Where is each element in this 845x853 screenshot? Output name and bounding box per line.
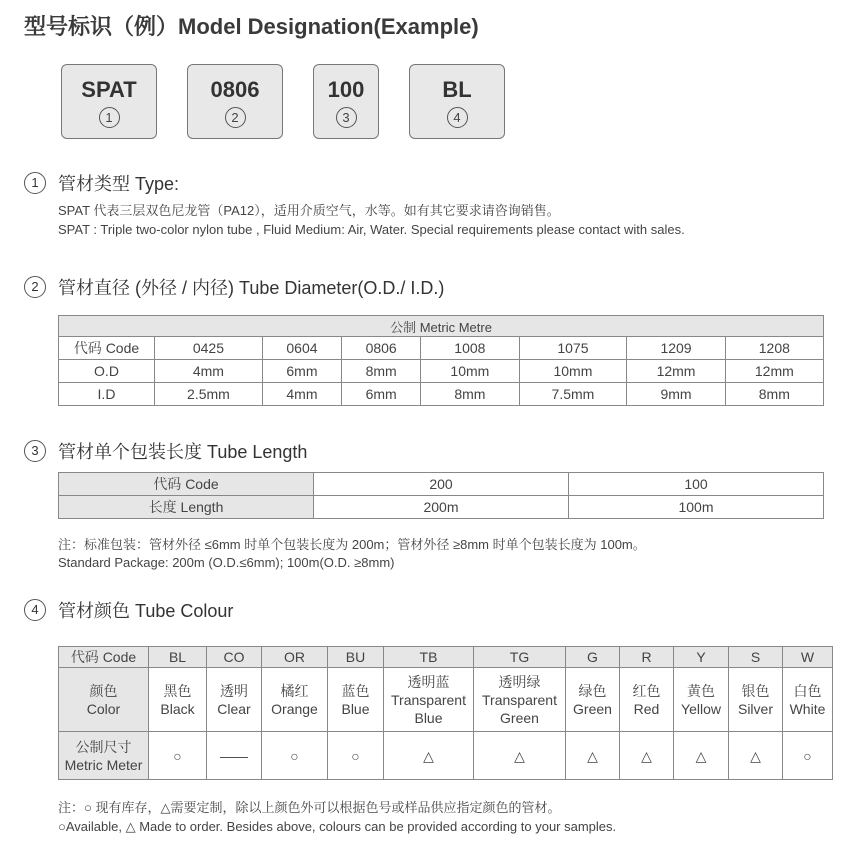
colour-en: Clear	[217, 700, 251, 717]
colour-name-label	[59, 668, 149, 732]
diameter-cell: 9mm	[627, 383, 725, 406]
length-row-label: 代码 Code	[59, 473, 314, 496]
length-section-heading	[24, 438, 307, 464]
code-number-badge: 2	[225, 107, 246, 128]
code-text: 100	[327, 77, 365, 102]
diameter-row-label: O.D	[59, 360, 155, 383]
colour-cn: 红色	[632, 682, 661, 699]
size-label	[59, 732, 149, 780]
diameter-cell: 6mm	[342, 383, 421, 406]
diameter-section-heading	[24, 274, 444, 300]
colour-en: Yellow	[681, 700, 721, 717]
colour-code-cell: S	[729, 647, 783, 668]
colour-code-label: 代码 Code	[59, 647, 149, 668]
colour-code-cell: Y	[674, 647, 729, 668]
page-title: 型号标识（例）Model Designation(Example)	[24, 14, 479, 39]
colour-name-cell	[328, 668, 384, 732]
availability-mark: △	[729, 732, 783, 780]
availability-mark: ○	[262, 732, 328, 780]
colour-en: Green	[573, 700, 612, 717]
code-text: SPAT	[81, 77, 137, 102]
code-text: 0806	[210, 77, 260, 102]
colour-note-cn: 注：○ 现有库存，△需要定制，除以上颜色外可以根据色号或样品供应指定颜色的管材。	[58, 800, 561, 815]
colour-name-cell	[783, 668, 833, 732]
diameter-row-label: I.D	[59, 383, 155, 406]
diameter-cell: 12mm	[725, 360, 823, 383]
length-heading-text: 管材单个包装长度 Tube Length	[58, 442, 308, 462]
code-box-length	[313, 64, 379, 139]
length-row-label: 长度 Length	[59, 496, 314, 519]
diameter-table	[58, 315, 824, 406]
type-section-heading	[24, 170, 179, 196]
colour-en: Black	[160, 700, 195, 717]
colour-label-en: Color	[86, 700, 121, 717]
section-number-badge: 3	[24, 440, 46, 462]
colour-code-cell: TB	[384, 647, 474, 668]
length-note-cn: 注：标准包装：管材外径 ≤6mm 时单个包装长度为 200m；管材外径 ≥8mm 时单个包装长度为 100m。	[58, 537, 646, 552]
code-box-diameter	[187, 64, 283, 139]
length-table	[58, 472, 824, 519]
code-text: BL	[442, 77, 472, 102]
colour-code-cell: W	[783, 647, 833, 668]
diameter-cell: 7.5mm	[519, 383, 627, 406]
colour-cn: 透明	[220, 682, 248, 699]
colour-name-cell	[474, 668, 566, 732]
colour-en: Transparent	[391, 691, 466, 708]
colour-cn: 黄色	[687, 682, 715, 699]
colour-cn: 银色	[741, 682, 770, 699]
availability-mark: ——	[207, 732, 262, 780]
colour-cn: 白色	[793, 682, 822, 699]
length-cell: 200m	[314, 496, 569, 519]
diameter-cell: 0604	[262, 337, 341, 360]
colour-code-cell: CO	[207, 647, 262, 668]
diameter-row-label: 代码 Code	[59, 337, 155, 360]
colour-code-cell: R	[620, 647, 674, 668]
section-number-badge: 4	[24, 599, 46, 621]
availability-mark: △	[384, 732, 474, 780]
diameter-cell: 0806	[342, 337, 421, 360]
diameter-cell: 1208	[725, 337, 823, 360]
colour-en: White	[789, 700, 826, 717]
diameter-cell: 2.5mm	[155, 383, 263, 406]
availability-mark: ○	[783, 732, 833, 780]
colour-en: Orange	[271, 700, 318, 717]
type-description-en: SPAT : Triple two-color nylon tube , Fluid Medium: Air, Water. Special requirements please contact with sales.	[58, 222, 685, 237]
availability-mark: △	[674, 732, 729, 780]
diameter-table-title: 公制 Metric Metre	[59, 316, 824, 337]
availability-mark: ○	[149, 732, 207, 780]
diameter-cell: 1075	[519, 337, 627, 360]
colour-cn: 橘红	[280, 682, 309, 699]
length-cell: 100m	[569, 496, 824, 519]
colour-name-cell	[262, 668, 328, 732]
code-number-badge: 4	[447, 107, 468, 128]
type-heading-text: 管材类型 Type:	[58, 174, 180, 194]
colour-cn: 透明绿	[498, 673, 541, 690]
diameter-cell: 0425	[155, 337, 263, 360]
diameter-cell: 10mm	[519, 360, 627, 383]
section-number-badge: 2	[24, 276, 46, 298]
code-box-type	[61, 64, 157, 139]
colour-name-cell	[620, 668, 674, 732]
colour-code-cell: BL	[149, 647, 207, 668]
colour-en: Green	[500, 709, 539, 726]
colour-heading-text: 管材颜色 Tube Colour	[58, 601, 234, 621]
colour-name-cell	[674, 668, 729, 732]
type-description-cn: SPAT 代表三层双色尼龙管（PA12），适用介质空气，水等。如有其它要求请咨询销售。	[58, 203, 560, 218]
colour-name-cell	[207, 668, 262, 732]
colour-name-cell	[384, 668, 474, 732]
diameter-cell: 8mm	[342, 360, 421, 383]
availability-mark: ○	[328, 732, 384, 780]
code-box-colour	[409, 64, 505, 139]
colour-name-cell	[566, 668, 620, 732]
colour-en: Silver	[737, 700, 773, 717]
colour-cn: 绿色	[578, 682, 607, 699]
colour-code-cell: OR	[262, 647, 328, 668]
colour-en: Blue	[414, 709, 443, 726]
colour-en: Red	[633, 700, 660, 717]
colour-cn: 透明蓝	[407, 673, 450, 690]
colour-section-heading	[24, 597, 233, 623]
size-label-en: Metric Meter	[64, 756, 143, 773]
length-note-en: Standard Package: 200m (O.D.≤6mm); 100m(O.D. ≥8mm)	[58, 555, 395, 570]
length-cell: 100	[569, 473, 824, 496]
diameter-cell: 12mm	[627, 360, 725, 383]
colour-table	[58, 646, 833, 780]
colour-name-cell	[729, 668, 783, 732]
length-cell: 200	[314, 473, 569, 496]
diameter-cell: 8mm	[421, 383, 519, 406]
diameter-cell: 6mm	[262, 360, 341, 383]
code-number-badge: 1	[99, 107, 120, 128]
diameter-cell: 10mm	[421, 360, 519, 383]
colour-cn: 蓝色	[341, 682, 370, 699]
diameter-cell: 4mm	[155, 360, 263, 383]
code-number-badge: 3	[336, 107, 357, 128]
colour-label-cn: 颜色	[89, 682, 118, 699]
colour-en: Blue	[341, 700, 370, 717]
diameter-cell: 1209	[627, 337, 725, 360]
colour-code-cell: BU	[328, 647, 384, 668]
availability-mark: △	[620, 732, 674, 780]
size-label-cn: 公制尺寸	[75, 738, 132, 755]
colour-en: Transparent	[482, 691, 557, 708]
diameter-cell: 1008	[421, 337, 519, 360]
diameter-cell: 8mm	[725, 383, 823, 406]
colour-code-cell: G	[566, 647, 620, 668]
availability-mark: △	[566, 732, 620, 780]
colour-note-en: ○Available, △ Made to order. Besides above, colours can be provided according to your samples.	[58, 819, 617, 834]
availability-mark: △	[474, 732, 566, 780]
diameter-heading-text: 管材直径 (外径 / 内径) Tube Diameter(O.D./ I.D.)	[58, 278, 445, 298]
colour-cn: 黑色	[163, 682, 192, 699]
section-number-badge: 1	[24, 172, 46, 194]
colour-name-cell	[149, 668, 207, 732]
colour-code-cell: TG	[474, 647, 566, 668]
diameter-cell: 4mm	[262, 383, 341, 406]
